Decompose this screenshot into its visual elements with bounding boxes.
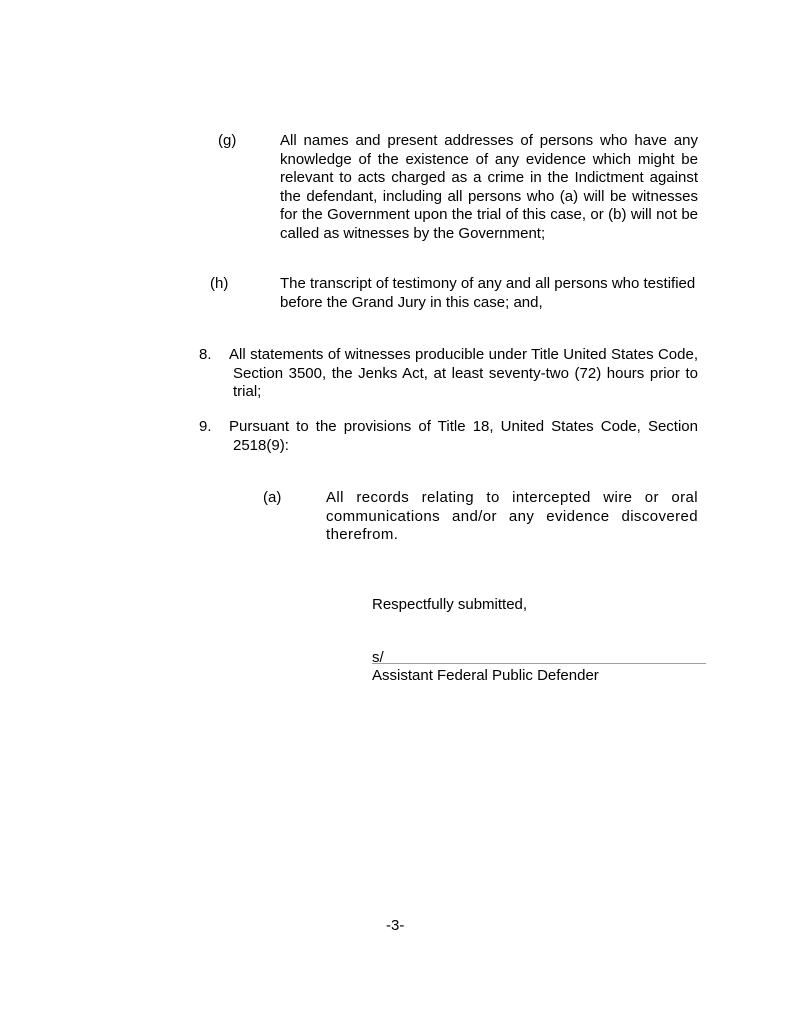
item-a-text: All records relating to intercepted wire or oral communications and/or any evidence discovered therefrom.: [326, 489, 698, 543]
signer-title: Assistant Federal Public Defender: [372, 667, 599, 684]
closing-salutation: Respectfully submitted,: [372, 596, 528, 613]
signature-prefix: s/: [372, 649, 384, 666]
item-8-number: 8.: [199, 346, 212, 363]
item-g-label: (g): [218, 132, 237, 149]
signature-line: [372, 663, 706, 664]
item-g-text: All names and present addresses of persons who have any knowledge of the existence of any evidence which might be relevant to acts charged as a crime in the Indictment against the defendant, including all persons who (a) will be witnesses for the Government upon the trial of this case, or (b) will not be called as witnesses by the Government;: [280, 132, 698, 242]
item-h-label: (h): [210, 275, 229, 292]
item-h-text: The transcript of testimony of any and all persons who testified before the Grand Jury in this case; and,: [280, 275, 696, 311]
item-9-text: Pursuant to the provisions of Title 18, United States Code, Section 2518(9):: [229, 418, 698, 454]
item-9-number: 9.: [199, 418, 212, 435]
item-8-text: All statements of witnesses producible under Title United States Code, Section 3500, the Jenks Act, at least seventy-two (72) hours prior to trial;: [229, 346, 698, 400]
item-a-label: (a): [263, 489, 282, 506]
page-number: -3-: [386, 917, 405, 934]
